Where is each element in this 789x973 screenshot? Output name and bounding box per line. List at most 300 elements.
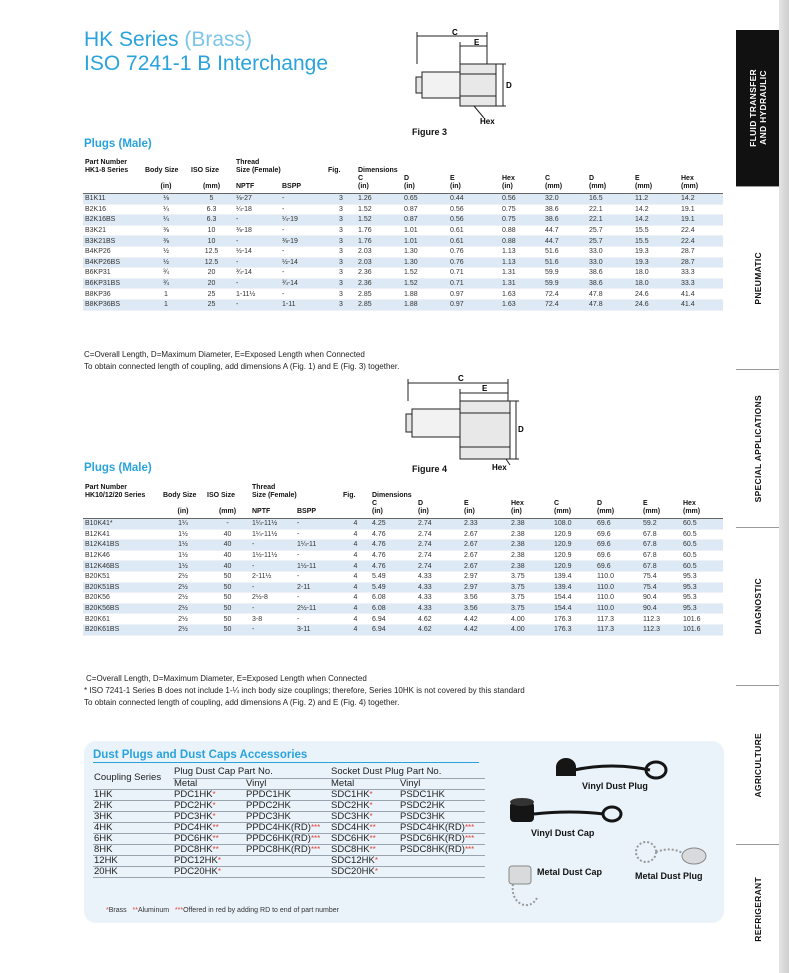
table-cell: -: [295, 571, 341, 582]
title-subtitle: ISO 7241-1 B Interchange: [84, 52, 328, 75]
table-subheader-row: [83, 175, 723, 194]
title-line-1: [84, 28, 328, 52]
col-e-mm: E (mm): [633, 175, 679, 194]
table-cell: 5.49: [370, 582, 416, 593]
table-row: [83, 194, 723, 205]
dust-table-row: [93, 834, 485, 845]
table-cell: 2½: [161, 614, 205, 625]
table-cell: 0.71: [448, 278, 500, 289]
table-cell: 40: [205, 529, 250, 540]
dust-cell-cap-metal: [173, 845, 245, 856]
table-header-row: [83, 483, 723, 500]
dust-cell-plug-vinyl: [399, 834, 485, 845]
dust-cell-series: [93, 867, 173, 878]
table-cell: 4.33: [416, 571, 462, 582]
col-hex-in: Hex (in): [500, 175, 543, 194]
dust-cell-cap-metal: [173, 811, 245, 822]
table-cell: 19.1: [679, 204, 723, 215]
col-bspp: BSPP: [280, 175, 326, 194]
table-cell: 4: [341, 582, 370, 593]
col-e-mm: E (mm): [641, 500, 681, 519]
table-cell: 0.87: [402, 204, 448, 215]
table-row: [83, 603, 723, 614]
table-cell: 3-11: [295, 624, 341, 635]
table-cell: -: [205, 519, 250, 530]
material-mark: ***: [464, 834, 475, 844]
table-cell: 2½: [161, 603, 205, 614]
table-cell: 1.31: [500, 268, 543, 279]
table-cell: 2.38: [509, 561, 552, 572]
table-cell: 22.4: [679, 225, 723, 236]
legend-mark-brass: *: [106, 907, 109, 914]
table-cell: 1-11: [280, 299, 326, 310]
table-row: [83, 582, 723, 593]
page-edge: [779, 0, 789, 973]
table-row: [83, 215, 723, 226]
table-cell: 4: [341, 540, 370, 551]
table-cell: 2.67: [462, 561, 509, 572]
col-iso-size: ISO Size: [191, 167, 220, 174]
table-cell: 117.3: [595, 624, 641, 635]
dust-cell-series: [93, 856, 173, 867]
table-cell: 90.4: [641, 603, 681, 614]
part-number: SDC20HK: [331, 866, 375, 878]
material-mark: **: [212, 823, 219, 833]
dust-cell-series: [93, 800, 173, 811]
table-cell: 101.6: [681, 614, 723, 625]
material-mark: ***: [310, 845, 321, 855]
table-cell: 38.6: [543, 215, 587, 226]
table-cell: 41.4: [679, 289, 723, 300]
table-cell: 1: [143, 299, 189, 310]
table-cell: -: [295, 529, 341, 540]
category-sidebar: [736, 30, 780, 973]
table-cell: 1½: [161, 550, 205, 561]
table-cell: -: [280, 194, 326, 205]
table-cell: 75.4: [641, 582, 681, 593]
tab-fluid-transfer[interactable]: [736, 30, 780, 187]
table-cell: 2.03: [356, 257, 402, 268]
col-c-in: C (in): [356, 175, 402, 194]
part-number: 4HK: [94, 822, 113, 834]
col-d-mm: D (mm): [595, 500, 641, 519]
table-cell: B20K61BS: [83, 624, 161, 635]
table-cell: 0.88: [500, 236, 543, 247]
part-number: 12HK: [94, 855, 118, 867]
table-cell: 2.38: [509, 529, 552, 540]
table-cell: 110.0: [595, 571, 641, 582]
table-cell: -: [234, 278, 280, 289]
table-cell: B20K51BS: [83, 582, 161, 593]
table-cell: B1K11: [83, 194, 143, 205]
table1-note-1: C=Overall Length, D=Maximum Diameter, E=Exposed Length when Connected: [84, 350, 365, 359]
table-cell: 50: [205, 624, 250, 635]
table-cell: 33.3: [679, 268, 723, 279]
col-dimensions: Dimensions: [372, 492, 412, 499]
dust-cell-plug-vinyl: [399, 822, 485, 833]
table-cell: 67.8: [641, 529, 681, 540]
table-cell: 2.97: [462, 571, 509, 582]
table-cell: 67.8: [641, 540, 681, 551]
table-cell: 3: [326, 246, 356, 257]
table-row: [83, 561, 723, 572]
table-cell: 120.9: [552, 540, 595, 551]
dust-cell-plug-metal: [330, 867, 399, 878]
table-cell: 2-11½: [250, 571, 295, 582]
table-cell: 0.61: [448, 225, 500, 236]
table-cell: 5.49: [370, 571, 416, 582]
part-number: PSDC8HK(RD): [400, 844, 465, 856]
part-number: PSDC1HK: [400, 789, 445, 800]
col-plug-vinyl: Vinyl: [399, 778, 485, 789]
table-cell: 3.75: [509, 571, 552, 582]
table-cell: 2.03: [356, 246, 402, 257]
part-number: SDC1HK: [331, 789, 370, 800]
table-cell: 60.5: [681, 540, 723, 551]
table-cell: 24.6: [633, 289, 679, 300]
dust-cell-series: [93, 822, 173, 833]
table-row: [83, 246, 723, 257]
table-cell: 51.6: [543, 257, 587, 268]
table-cell: 2.67: [462, 550, 509, 561]
table-cell: 4: [341, 550, 370, 561]
vinyl-dust-cap-label: Vinyl Dust Cap: [531, 828, 595, 838]
table-cell: 95.3: [681, 603, 723, 614]
table-cell: 4.00: [509, 614, 552, 625]
dust-cell-series: [93, 845, 173, 856]
table-cell: 1½-11: [295, 561, 341, 572]
table-cell: 15.5: [633, 225, 679, 236]
part-number: PPDC1HK: [246, 789, 291, 800]
dust-cell-plug-vinyl: [399, 867, 485, 878]
table-row: [83, 593, 723, 604]
table1-note-2: To obtain connected length of coupling, add dimensions A (Fig. 1) and E (Fig. 3) together.: [84, 362, 400, 371]
table-row: [83, 225, 723, 236]
col-hex-in: Hex (in): [509, 500, 552, 519]
vinyl-dust-cap-image: [500, 796, 630, 828]
table-cell: 59.9: [543, 278, 587, 289]
part-number: PSDC6HK(RD): [400, 833, 465, 845]
table-cell: -: [250, 582, 295, 593]
table-cell: 1¼-11: [295, 540, 341, 551]
table-cell: 6.3: [189, 204, 234, 215]
col-fig: Fig.: [343, 492, 356, 499]
table-cell: ⅜-19: [280, 236, 326, 247]
table-row: [83, 614, 723, 625]
table-cell: -: [234, 215, 280, 226]
col-body-size: Body Size: [163, 492, 197, 499]
table-cell: 2.38: [509, 540, 552, 551]
table-cell: 38.6: [587, 278, 633, 289]
table-cell: 24.6: [633, 299, 679, 310]
dust-cell-series: [93, 834, 173, 845]
table-cell: 38.6: [543, 204, 587, 215]
dust-cell-cap-metal: [173, 834, 245, 845]
dust-cell-cap-vinyl: [245, 822, 330, 833]
part-number: PSDC3HK: [400, 811, 445, 822]
table-cell: 4: [341, 561, 370, 572]
col-coupling-series: Coupling Series: [93, 767, 173, 789]
table-cell: 11.2: [633, 194, 679, 205]
table-cell: 44.7: [543, 225, 587, 236]
dim-d-label: D: [506, 81, 512, 90]
table-cell: 112.3: [641, 624, 681, 635]
table-cell: 2.85: [356, 299, 402, 310]
table-cell: 1.13: [500, 257, 543, 268]
col-iso-size: ISO Size: [207, 492, 236, 499]
table-cell: 51.6: [543, 246, 587, 257]
col-dimensions: Dimensions: [358, 167, 398, 174]
part-number: PDC20HK: [174, 866, 218, 878]
table-cell: 1½: [161, 561, 205, 572]
table-cell: 20: [189, 278, 234, 289]
dust-accessories-table: [93, 767, 485, 878]
table-cell: B6KP31: [83, 268, 143, 279]
table-row: [83, 519, 723, 530]
table-row: [83, 289, 723, 300]
table-row: [83, 278, 723, 289]
table-cell: 19.3: [633, 257, 679, 268]
table-cell: 6.08: [370, 593, 416, 604]
material-mark: **: [212, 834, 219, 844]
table2-note-1: C=Overall Length, D=Maximum Diameter, E=Exposed Length when Connected: [86, 674, 367, 683]
table-cell: 2½: [161, 571, 205, 582]
table-cell: 2.74: [416, 529, 462, 540]
table-cell: -: [280, 225, 326, 236]
table-cell: 1½: [161, 529, 205, 540]
table-cell: 2.85: [356, 289, 402, 300]
material-mark: *: [374, 856, 378, 866]
dust-cell-cap-vinyl: [245, 856, 330, 867]
table-cell: 176.3: [552, 624, 595, 635]
part-number: 2HK: [94, 800, 113, 811]
table-cell: B20K56: [83, 593, 161, 604]
table-cell: 33.0: [587, 257, 633, 268]
dust-table-row: [93, 800, 485, 811]
table-cell: 4: [341, 519, 370, 530]
material-mark: **: [369, 834, 376, 844]
table-cell: 0.76: [448, 246, 500, 257]
table-cell: -: [234, 236, 280, 247]
table-cell: 0.97: [448, 299, 500, 310]
table-cell: 1¼-11½: [250, 529, 295, 540]
dust-table-body: [93, 789, 485, 878]
table-cell: ⅜: [143, 236, 189, 247]
table-cell: ¼: [143, 215, 189, 226]
table-cell: 41.4: [679, 299, 723, 310]
table-cell: -: [295, 593, 341, 604]
table-cell: 59.2: [641, 519, 681, 530]
table-cell: ⅛: [143, 194, 189, 205]
table-cell: 4.33: [416, 582, 462, 593]
table-cell: 1.52: [356, 215, 402, 226]
part-number: PDC8HK: [174, 844, 213, 856]
table-cell: ¼-19: [280, 215, 326, 226]
tab-diagnostic[interactable]: [736, 528, 780, 686]
plugs-table-body: [83, 194, 723, 311]
table-cell: 95.3: [681, 593, 723, 604]
table-cell: 139.4: [552, 571, 595, 582]
table-cell: 3: [326, 268, 356, 279]
table-cell: B3K21: [83, 225, 143, 236]
plugs-table-hk1-8: [83, 158, 723, 311]
dim-c-label: C: [452, 28, 458, 37]
part-number: PDC12HK: [174, 855, 218, 867]
part-number: 6HK: [94, 833, 113, 845]
table2-note-2: * ISO 7241-1 Series B does not include 1-¼ inch body size couplings; therefore, Series 10HK is not covered by this standard: [84, 686, 525, 695]
table-cell: ⅜: [143, 225, 189, 236]
table-cell: 44.7: [543, 236, 587, 247]
table-cell: 72.4: [543, 289, 587, 300]
table-cell: 0.56: [448, 215, 500, 226]
dim-d-label: D: [518, 425, 524, 434]
tab-agriculture[interactable]: [736, 686, 780, 845]
col-bspp: BSPP: [295, 500, 341, 519]
table-cell: 1.63: [500, 299, 543, 310]
dust-cell-plug-vinyl: [399, 856, 485, 867]
table-cell: ¼-18: [234, 204, 280, 215]
table-cell: 1.26: [356, 194, 402, 205]
part-number: PSDC2HK: [400, 800, 445, 811]
table-cell: 15.5: [633, 236, 679, 247]
table-cell: 0.65: [402, 194, 448, 205]
table-cell: 22.1: [587, 204, 633, 215]
table-cell: 120.9: [552, 561, 595, 572]
table-cell: 1.52: [356, 204, 402, 215]
table-cell: 1.88: [402, 299, 448, 310]
material-mark: ***: [464, 845, 475, 855]
tab-pneumatic[interactable]: [736, 187, 780, 370]
col-nptf: NPTF: [250, 500, 295, 519]
table-cell: 112.3: [641, 614, 681, 625]
table-cell: 1.76: [356, 236, 402, 247]
plugs-table-hk10-12-20: [83, 483, 723, 636]
table-cell: 47.8: [587, 289, 633, 300]
table-cell: 32.0: [543, 194, 587, 205]
dust-cell-plug-metal: [330, 856, 399, 867]
dust-cell-plug-metal: [330, 845, 399, 856]
table-cell: 2.74: [416, 540, 462, 551]
table-row: [83, 624, 723, 635]
col-hex-mm: Hex (mm): [681, 500, 723, 519]
table-cell: 3: [326, 257, 356, 268]
col-part-number: Part Number HK1-8 Series: [85, 159, 129, 174]
col-c-in: C (in): [370, 500, 416, 519]
table-cell: 110.0: [595, 603, 641, 614]
table-cell: 18.0: [633, 278, 679, 289]
part-number: PPDC8HK(RD): [246, 844, 311, 856]
dust-cell-cap-metal: [173, 789, 245, 800]
tab-refrigerant[interactable]: [736, 845, 780, 973]
dust-cell-cap-vinyl: [245, 845, 330, 856]
dim-e-label: E: [474, 38, 480, 47]
table-cell: ¾: [143, 278, 189, 289]
material-mark: ***: [310, 834, 321, 844]
dust-cell-cap-vinyl: [245, 800, 330, 811]
table-cell: 1.01: [402, 225, 448, 236]
table-cell: 14.2: [679, 194, 723, 205]
table-cell: B2K16BS: [83, 215, 143, 226]
table-cell: ⅛-27: [234, 194, 280, 205]
figure-3-drawing: [400, 24, 520, 128]
table-cell: B2K16: [83, 204, 143, 215]
dim-hex-label: Hex: [492, 463, 507, 471]
table-cell: 1.30: [402, 246, 448, 257]
table-cell: 50: [205, 571, 250, 582]
material-mark: *: [217, 856, 221, 866]
dim-c-label: C: [458, 374, 464, 383]
table-cell: 28.7: [679, 246, 723, 257]
col-d-in: D (in): [402, 175, 448, 194]
dust-cell-plug-vinyl: [399, 800, 485, 811]
table-cell: 19.3: [633, 246, 679, 257]
col-nptf: NPTF: [234, 175, 280, 194]
material-mark: ***: [464, 823, 475, 833]
col-e-in: E (in): [462, 500, 509, 519]
dust-cell-plug-metal: [330, 800, 399, 811]
tab-label: PNEUMATIC: [753, 251, 763, 305]
dim-hex-label: Hex: [480, 117, 495, 126]
table-cell: 16.5: [587, 194, 633, 205]
table-cell: ¾-14: [234, 268, 280, 279]
col-cap-vinyl: Vinyl: [245, 778, 330, 789]
table-cell: 4.33: [416, 603, 462, 614]
material-mark: **: [212, 845, 219, 855]
table-cell: 3: [326, 225, 356, 236]
table-cell: 4: [341, 614, 370, 625]
table-row: [83, 257, 723, 268]
title-series: HK Series: [84, 28, 179, 51]
dust-header-row: [93, 767, 485, 778]
table-cell: 95.3: [681, 582, 723, 593]
table-cell: 67.8: [641, 550, 681, 561]
table-cell: 40: [205, 561, 250, 572]
table-cell: 4.42: [462, 614, 509, 625]
table-cell: 3.75: [509, 603, 552, 614]
table-cell: 3.56: [462, 593, 509, 604]
table-cell: -: [250, 624, 295, 635]
legend-brass: Brass: [108, 907, 127, 914]
table-cell: -: [295, 519, 341, 530]
table-cell: -: [295, 614, 341, 625]
table-cell: 1½-11½: [250, 550, 295, 561]
table-cell: -: [280, 289, 326, 300]
table-row: [83, 299, 723, 310]
table-cell: 2.36: [356, 278, 402, 289]
dust-cell-plug-metal: [330, 834, 399, 845]
dust-cell-plug-vinyl: [399, 811, 485, 822]
dust-legend: [106, 907, 339, 914]
table-cell: ¾-14: [280, 278, 326, 289]
table-cell: 40: [205, 540, 250, 551]
table-cell: 117.3: [595, 614, 641, 625]
table-cell: 6.94: [370, 614, 416, 625]
dust-cell-cap-vinyl: [245, 789, 330, 800]
table-cell: B8KP36BS: [83, 299, 143, 310]
dust-cell-series: [93, 789, 173, 800]
unit-in: (in): [143, 175, 189, 194]
part-number: 8HK: [94, 844, 113, 856]
legend-aluminum: Aluminum: [137, 907, 170, 914]
dust-cell-cap-metal: [173, 856, 245, 867]
tab-special-applications[interactable]: [736, 370, 780, 528]
plugs-male-title-1: Plugs (Male): [84, 138, 152, 150]
table-cell: 2½: [161, 593, 205, 604]
metal-dust-plug-image: [632, 836, 712, 872]
table-cell: 154.4: [552, 593, 595, 604]
table-cell: 69.6: [595, 561, 641, 572]
table-subheader-row: [83, 500, 723, 519]
